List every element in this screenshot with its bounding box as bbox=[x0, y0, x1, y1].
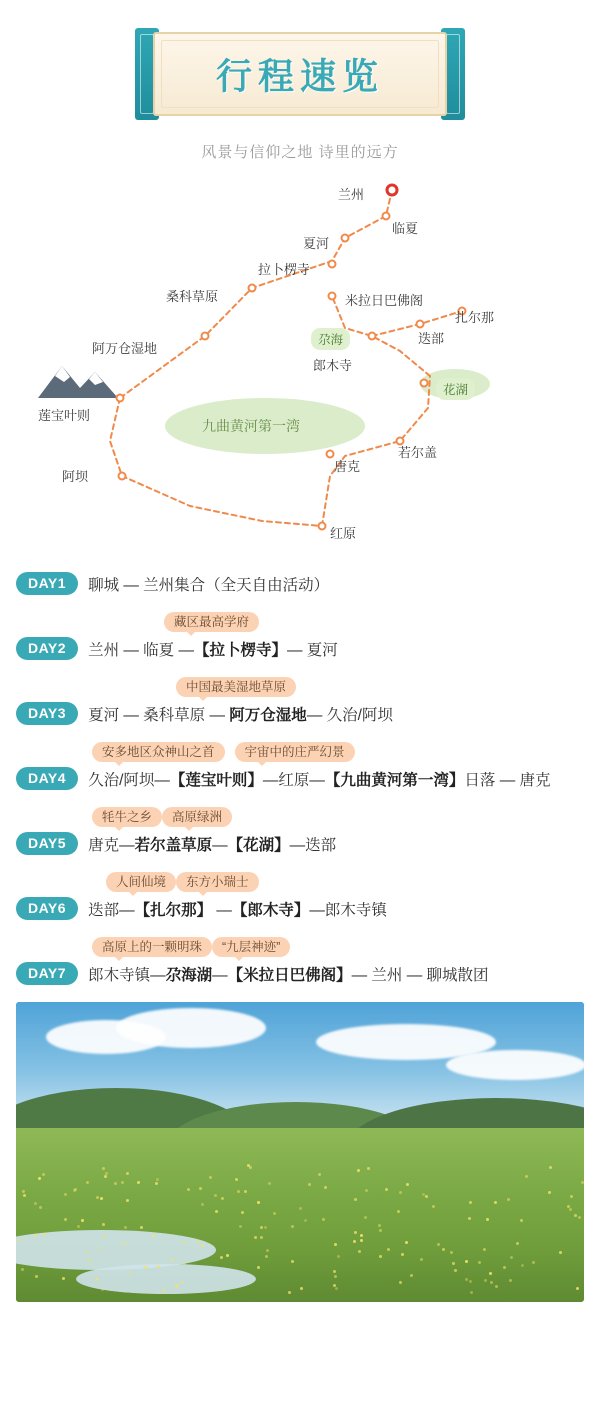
highlight-tag: 安多地区众神山之首 bbox=[92, 742, 225, 762]
flower-speck bbox=[335, 1287, 338, 1290]
map-label: 郎木寺 bbox=[313, 358, 353, 373]
flower-speck bbox=[104, 1175, 107, 1178]
flower-speck bbox=[490, 1281, 493, 1284]
flower-speck bbox=[509, 1279, 512, 1282]
day-badge: DAY2 bbox=[16, 637, 78, 660]
flower-speck bbox=[442, 1248, 445, 1251]
flower-speck bbox=[364, 1216, 367, 1219]
highlight-tag-group bbox=[88, 677, 584, 699]
flower-speck bbox=[385, 1188, 388, 1191]
itinerary-line bbox=[16, 637, 584, 663]
flower-speck bbox=[304, 1219, 307, 1222]
flower-speck bbox=[266, 1249, 269, 1252]
flower-speck bbox=[521, 1264, 524, 1267]
flower-speck bbox=[365, 1189, 368, 1192]
flower-speck bbox=[450, 1251, 453, 1254]
flower-speck bbox=[39, 1206, 42, 1209]
flower-speck bbox=[74, 1188, 77, 1191]
flower-speck bbox=[532, 1261, 535, 1264]
flower-speck bbox=[399, 1191, 402, 1194]
day-badge: DAY6 bbox=[16, 897, 78, 920]
map-label: 拉卜楞寺 bbox=[258, 262, 311, 277]
map-label: 桑科草原 bbox=[166, 289, 219, 304]
flower-speck bbox=[478, 1261, 481, 1264]
flower-speck bbox=[378, 1224, 381, 1227]
highlight-tag: 高原上的一颗明珠 bbox=[92, 937, 212, 957]
itinerary-row bbox=[16, 937, 584, 988]
flower-speck bbox=[437, 1243, 440, 1246]
flower-speck bbox=[144, 1266, 147, 1269]
map-label: 扎尔那 bbox=[455, 310, 495, 325]
flower-speck bbox=[549, 1166, 552, 1169]
highlight-tag-group bbox=[88, 872, 584, 894]
highlight-tag-group bbox=[88, 807, 584, 829]
day-badge: DAY5 bbox=[16, 832, 78, 855]
day-badge: DAY7 bbox=[16, 962, 78, 985]
highlight-tag-group bbox=[88, 612, 584, 634]
highlight-tag-group bbox=[88, 937, 584, 959]
flower-speck bbox=[215, 1210, 218, 1213]
flower-speck bbox=[360, 1234, 363, 1237]
day-description: 兰州 — 临夏 —【拉卜楞寺】— 夏河 bbox=[88, 642, 338, 659]
flower-speck bbox=[77, 1225, 80, 1228]
map-label: 临夏 bbox=[392, 221, 419, 236]
flower-speck bbox=[137, 1181, 140, 1184]
itinerary-line bbox=[16, 702, 584, 728]
snow-mountain-icon bbox=[38, 366, 118, 398]
map-label: 阿坝 bbox=[62, 469, 89, 484]
flower-speck bbox=[576, 1287, 579, 1290]
flower-speck bbox=[183, 1262, 186, 1265]
flower-speck bbox=[95, 1278, 98, 1281]
flower-speck bbox=[318, 1173, 321, 1176]
flower-speck bbox=[175, 1285, 178, 1288]
flower-speck bbox=[128, 1272, 131, 1275]
flower-speck bbox=[221, 1197, 224, 1200]
flower-speck bbox=[156, 1178, 159, 1181]
itinerary-list bbox=[0, 566, 600, 988]
flower-speck bbox=[226, 1254, 229, 1257]
map-label: 九曲黄河第一湾 bbox=[202, 418, 300, 434]
highlight-tag: “九层神迹” bbox=[212, 937, 290, 957]
map-label: 夏河 bbox=[303, 236, 330, 251]
flower-speck bbox=[299, 1207, 302, 1210]
map-label: 花湖 bbox=[436, 378, 475, 400]
flower-speck bbox=[354, 1198, 357, 1201]
map-label: 若尔盖 bbox=[398, 445, 438, 460]
flower-speck bbox=[581, 1181, 584, 1184]
highlight-tag: 牦牛之乡 bbox=[92, 807, 162, 827]
flower-speck bbox=[102, 1223, 105, 1226]
flower-speck bbox=[494, 1201, 497, 1204]
itinerary-row bbox=[16, 807, 584, 858]
flower-speck bbox=[379, 1255, 382, 1258]
route-map-svg bbox=[0, 176, 600, 566]
day-badge: DAY4 bbox=[16, 767, 78, 790]
itinerary-line bbox=[16, 767, 584, 793]
flower-speck bbox=[244, 1190, 247, 1193]
flower-speck bbox=[196, 1240, 199, 1243]
highlight-tag: 藏区最高学府 bbox=[164, 612, 259, 632]
day-description: 唐克—若尔盖草原—【花湖】—迭部 bbox=[88, 837, 337, 854]
header bbox=[0, 0, 600, 162]
itinerary-line bbox=[16, 572, 584, 598]
title-banner bbox=[135, 28, 465, 120]
flower-speck bbox=[360, 1239, 363, 1242]
flower-speck bbox=[201, 1244, 204, 1247]
flower-speck bbox=[201, 1203, 204, 1206]
map-label: 迭部 bbox=[418, 331, 445, 346]
flower-speck bbox=[187, 1188, 190, 1191]
day-badge: DAY3 bbox=[16, 702, 78, 725]
highlight-tag: 人间仙境 bbox=[106, 872, 176, 892]
map-label: 兰州 bbox=[338, 187, 365, 202]
flower-speck bbox=[470, 1291, 473, 1294]
flower-speck bbox=[249, 1166, 252, 1169]
itinerary-row bbox=[16, 677, 584, 728]
flower-speck bbox=[121, 1181, 124, 1184]
map-label: 唐克 bbox=[334, 459, 361, 474]
flower-speck bbox=[291, 1260, 294, 1263]
flower-speck bbox=[157, 1265, 160, 1268]
day-badge: DAY1 bbox=[16, 572, 78, 595]
itinerary-line bbox=[16, 962, 584, 988]
flower-speck bbox=[152, 1234, 155, 1237]
flower-speck bbox=[333, 1284, 336, 1287]
day-description: 久治/阿坝—【莲宝叶则】—红原—【九曲黄河第一湾】日落 — 唐克 bbox=[88, 772, 551, 789]
flower-speck bbox=[18, 1239, 21, 1242]
itinerary-line bbox=[16, 832, 584, 858]
flower-speck bbox=[23, 1194, 26, 1197]
cloud-2 bbox=[116, 1008, 266, 1048]
flower-speck bbox=[465, 1260, 468, 1263]
highlight-tag: 东方小瑞士 bbox=[176, 872, 259, 892]
flower-speck bbox=[410, 1274, 413, 1277]
itinerary-row bbox=[16, 572, 584, 598]
flower-speck bbox=[578, 1216, 581, 1219]
flower-speck bbox=[43, 1233, 46, 1236]
flower-speck bbox=[333, 1270, 336, 1273]
map-label: 尕海 bbox=[311, 328, 350, 350]
highlight-tag-group bbox=[88, 742, 584, 764]
flower-speck bbox=[468, 1217, 471, 1220]
map-label: 米拉日巴佛阁 bbox=[345, 293, 424, 308]
highlight-tag: 中国最美湿地草原 bbox=[176, 677, 296, 697]
flower-speck bbox=[99, 1247, 102, 1250]
map-label: 莲宝叶则 bbox=[38, 408, 91, 423]
flower-speck bbox=[495, 1285, 498, 1288]
itinerary-row bbox=[16, 612, 584, 663]
flower-speck bbox=[260, 1226, 263, 1229]
day-description: 迭部—【扎尔那】 —【郎木寺】—郎木寺镇 bbox=[88, 902, 387, 919]
page-title: 行程速览 bbox=[215, 55, 384, 97]
flower-speck bbox=[140, 1226, 143, 1229]
scenery-photo bbox=[16, 1002, 584, 1302]
flower-speck bbox=[520, 1219, 523, 1222]
flower-speck bbox=[22, 1190, 25, 1193]
itinerary-row bbox=[16, 872, 584, 923]
page-subtitle: 风景与信仰之地 诗里的远方 bbox=[201, 144, 399, 161]
itinerary-row bbox=[16, 742, 584, 793]
cloud-4 bbox=[446, 1050, 584, 1080]
flower-speck bbox=[237, 1190, 240, 1193]
flower-speck bbox=[574, 1214, 577, 1217]
map-label: 阿万仓湿地 bbox=[92, 341, 158, 356]
flower-speck bbox=[454, 1269, 457, 1272]
route-map bbox=[0, 176, 600, 566]
flower-speck bbox=[357, 1169, 360, 1172]
highlight-tag: 宇宙中的庄严幻景 bbox=[235, 742, 355, 762]
day-description: 郎木寺镇—尕海湖—【米拉日巴佛阁】— 兰州 — 聊城散团 bbox=[88, 967, 489, 984]
flower-speck bbox=[126, 1199, 129, 1202]
map-label: 红原 bbox=[330, 526, 357, 541]
highlight-tag: 高原绿洲 bbox=[162, 807, 232, 827]
day-description: 夏河 — 桑科草原 — 阿万仓湿地— 久治/阿坝 bbox=[88, 707, 393, 724]
day-description: 聊城 — 兰州集合（全天自由活动） bbox=[88, 577, 330, 594]
flower-speck bbox=[155, 1182, 158, 1185]
itinerary-line bbox=[16, 897, 584, 923]
